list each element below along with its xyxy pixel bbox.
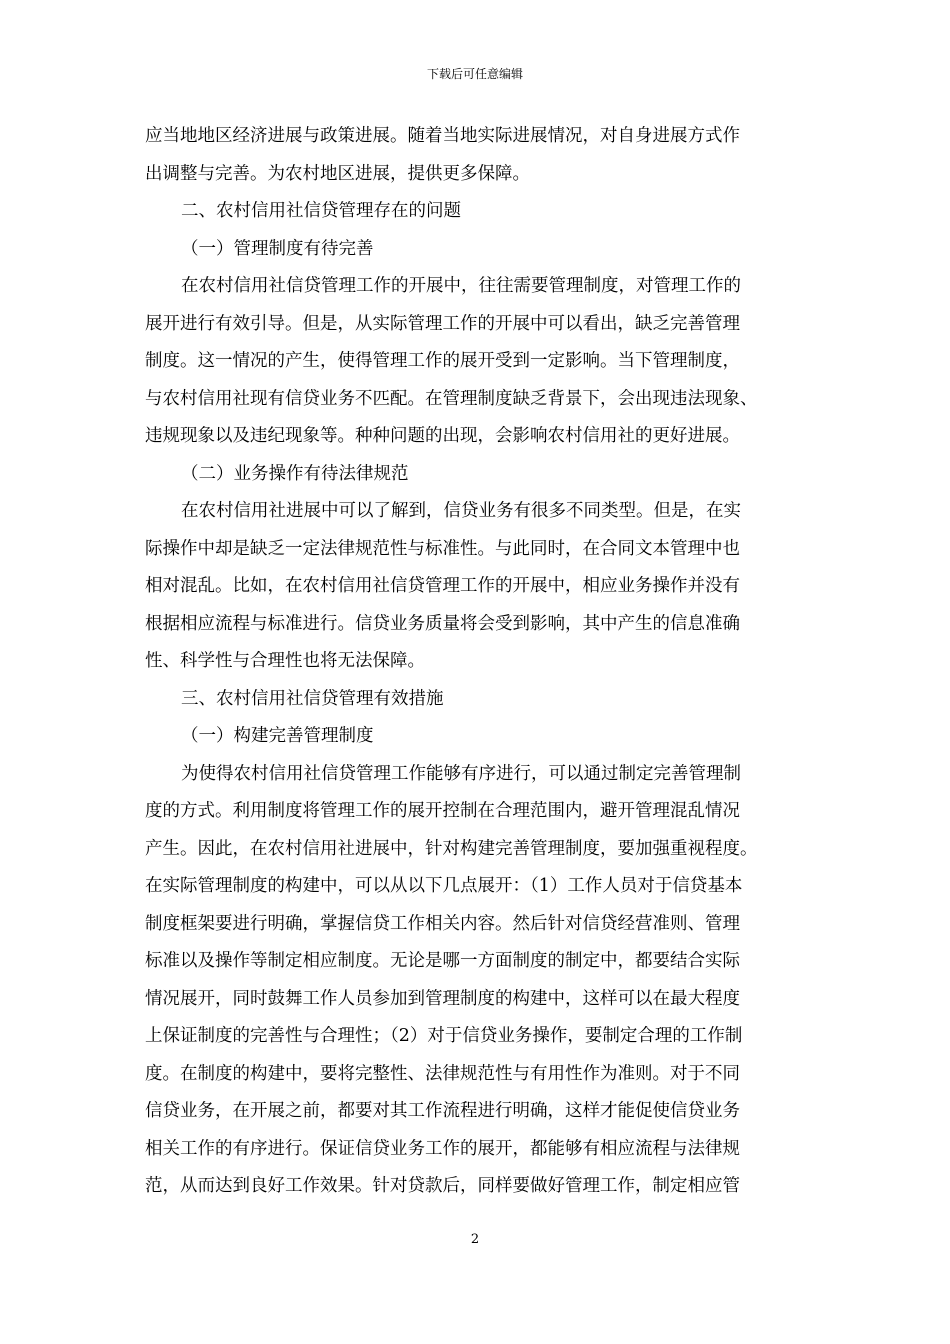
text-line: 根据相应流程与标准进行。信贷业务质量将会受到影响，其中产生的信息准确 [145,613,740,634]
text-line: 展开进行有效引导。但是，从实际管理工作的开展中可以看出，缺乏完善管理 [145,313,740,334]
text-line: （一）管理制度有待完善 [181,238,374,259]
text-line: 度。在制度的构建中，要将完整性、法律规范性与有用性作为准则。对于不同 [145,1063,740,1084]
text-line: 际操作中却是缺乏一定法律规范性与标准性。与此同时，在合同文本管理中也 [145,538,740,559]
text-line: （二）业务操作有待法律规范 [181,463,409,484]
text-line: （一）构建完善管理制度 [181,726,374,746]
text-line: 范，从而达到良好工作效果。针对贷款后，同样要做好管理工作，制定相应管 [145,1176,740,1196]
text-line: 相对混乱。比如，在农村信用社信贷管理工作的开展中，相应业务操作并没有 [145,576,740,596]
text-line: 出调整与完善。为农村地区进展，提供更多保障。 [145,163,530,184]
text-line: 在农村信用社进展中可以了解到，信贷业务有很多不同类型。但是，在实 [181,501,741,521]
text-line: 标准以及操作等制定相应制度。无论是哪一方面制度的制定中，都要结合实际 [145,951,740,971]
text-line: 信贷业务，在开展之前，都要对其工作流程进行明确，这样才能促使信贷业务 [145,1101,740,1121]
text-line: 相关工作的有序进行。保证信贷业务工作的展开，都能够有相应流程与法律规 [145,1138,740,1159]
text-line: 制度框架要进行明确，掌握信贷工作相关内容。然后针对信贷经营准则、管理 [145,913,740,934]
text-line: 应当地地区经济进展与政策进展。随着当地实际进展情况，对自身进展方式作 [145,126,740,146]
text-line: 度的方式。利用制度将管理工作的展开控制在合理范围内，避开管理混乱情况 [145,801,740,821]
body-text [145,118,807,1206]
text-line: 上保证制度的完善性与合理性；（2）对于信贷业务操作，要制定合理的工作制 [145,1026,743,1046]
text-line: 为使得农村信用社信贷管理工作能够有序进行，可以通过制定完善管理制 [181,763,741,784]
text-line: 制度。这一情况的产生，使得管理工作的展开受到一定影响。当下管理制度， [145,351,740,371]
page-header: 下载后可任意编辑 [426,67,523,81]
text-line: 与农村信用社现有信贷业务不匹配。在管理制度缺乏背景下，会出现违法现象、 [145,388,758,409]
text-line: 违规现象以及违纪现象等。种种问题的出现，会影响农村信用社的更好进展。 [145,426,740,446]
text-line: 情况展开，同时鼓舞工作人员参加到管理制度的构建中，这样可以在最大程度 [145,988,740,1009]
text-line: 性、科学性与合理性也将无法保障。 [145,651,425,671]
page-number: 2 [470,1232,480,1247]
text-line: 在农村信用社信贷管理工作的开展中，往往需要管理制度，对管理工作的 [181,276,741,296]
text-line: 三、农村信用社信贷管理有效措施 [181,688,444,709]
text-line: 在实际管理制度的构建中，可以从以下几点展开：（1）工作人员对于信贷基本 [145,876,743,896]
text-line: 产生。因此，在农村信用社进展中，针对构建完善管理制度，要加强重视程度。 [145,838,758,859]
text-line: 二、农村信用社信贷管理存在的问题 [181,201,461,221]
